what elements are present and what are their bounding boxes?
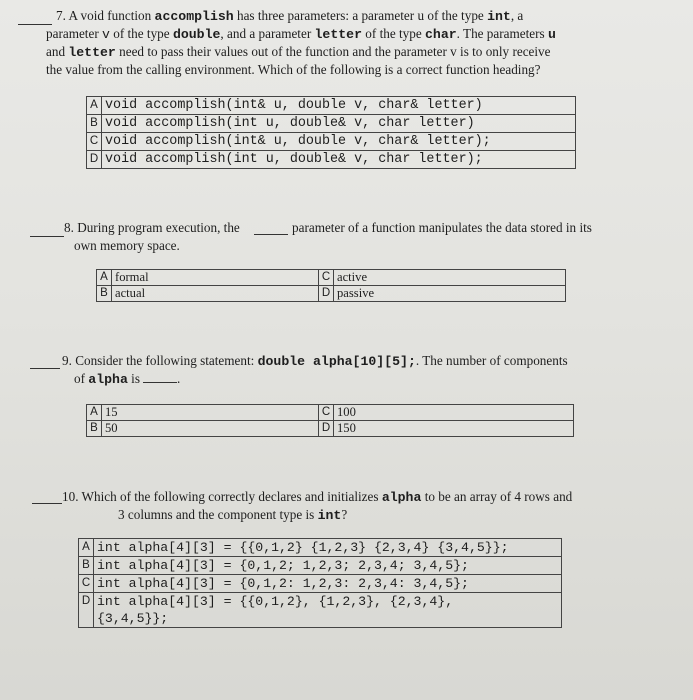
q7-option-a[interactable]: A void accomplish(int& u, double v, char& letter) <box>87 97 576 115</box>
q8-line1: 8. During program execution, the <box>64 220 240 235</box>
q8-answer-blank <box>30 236 64 237</box>
q10-options-table <box>78 538 562 628</box>
q9-option-b-letter[interactable]: B <box>87 421 102 437</box>
q8-option-b-letter[interactable]: B <box>97 286 112 302</box>
q10-line2: 3 columns and the component type is int? <box>118 507 348 523</box>
q7-line1: 7. A void function accomplish has three parameters: a parameter u of the type int, a <box>56 8 524 24</box>
q7-options-table <box>86 96 576 169</box>
q9-fill-blank <box>143 371 177 383</box>
q8-fill-blank <box>254 234 288 235</box>
q9-option-c[interactable]: 100 <box>334 405 574 421</box>
q9-line2: of alpha is . <box>74 371 181 387</box>
q8-option-c[interactable]: active <box>334 270 566 286</box>
q7-line2: parameter v of the type double, and a parameter letter of the type char. The parameters u <box>46 26 556 42</box>
q8-option-d-letter[interactable]: D <box>319 286 334 302</box>
q7-option-b[interactable]: B void accomplish(int u, double& v, char letter) <box>87 115 576 133</box>
q8-option-b[interactable]: actual <box>112 286 319 302</box>
q8-option-d[interactable]: passive <box>334 286 566 302</box>
q10-option-d-cont[interactable]: {3,4,5}}; <box>79 610 562 628</box>
q10-option-a[interactable]: A int alpha[4][3] = {{0,1,2} {1,2,3} {2,3,4} {3,4,5}}; <box>79 539 562 557</box>
q8-option-a-letter[interactable]: A <box>97 270 112 286</box>
q7-line4: the value from the calling environment. Which of the following is a correct function heading? <box>46 62 541 77</box>
q9-line1: 9. Consider the following statement: double alpha[10][5];. The number of components <box>62 353 568 369</box>
q10-option-d[interactable]: D int alpha[4][3] = {{0,1,2}, {1,2,3}, {2,3,4}, <box>79 593 562 611</box>
q9-options-table <box>86 404 574 437</box>
q9-option-a[interactable]: 15 <box>102 405 319 421</box>
q10-option-b[interactable]: B int alpha[4][3] = {0,1,2; 1,2,3; 2,3,4; 3,4,5}; <box>79 557 562 575</box>
q10-answer-blank <box>32 503 62 504</box>
q8-line2: own memory space. <box>74 238 180 253</box>
q7-option-c[interactable]: C void accomplish(int& u, double v, char& letter); <box>87 133 576 151</box>
q7-option-d[interactable]: D void accomplish(int u, double& v, char letter); <box>87 151 576 169</box>
q9-option-c-letter[interactable]: C <box>319 405 334 421</box>
q10-option-c[interactable]: C int alpha[4][3] = {0,1,2: 1,2,3: 2,3,4: 3,4,5}; <box>79 575 562 593</box>
q8-option-c-letter[interactable]: C <box>319 270 334 286</box>
q8-line1b: parameter of a function manipulates the data stored in its <box>292 220 592 235</box>
q9-answer-blank <box>30 368 60 369</box>
q9-option-a-letter[interactable]: A <box>87 405 102 421</box>
q9-option-b[interactable]: 50 <box>102 421 319 437</box>
q7-line3: and letter need to pass their values out of the function and the parameter v is to only receive <box>46 44 551 60</box>
q9-option-d-letter[interactable]: D <box>319 421 334 437</box>
q9-option-d[interactable]: 150 <box>334 421 574 437</box>
q8-option-a[interactable]: formal <box>112 270 319 286</box>
q10-line1: 10. Which of the following correctly declares and initializes alpha to be an array of 4 rows and <box>62 489 573 505</box>
q8-options-table <box>96 269 566 302</box>
